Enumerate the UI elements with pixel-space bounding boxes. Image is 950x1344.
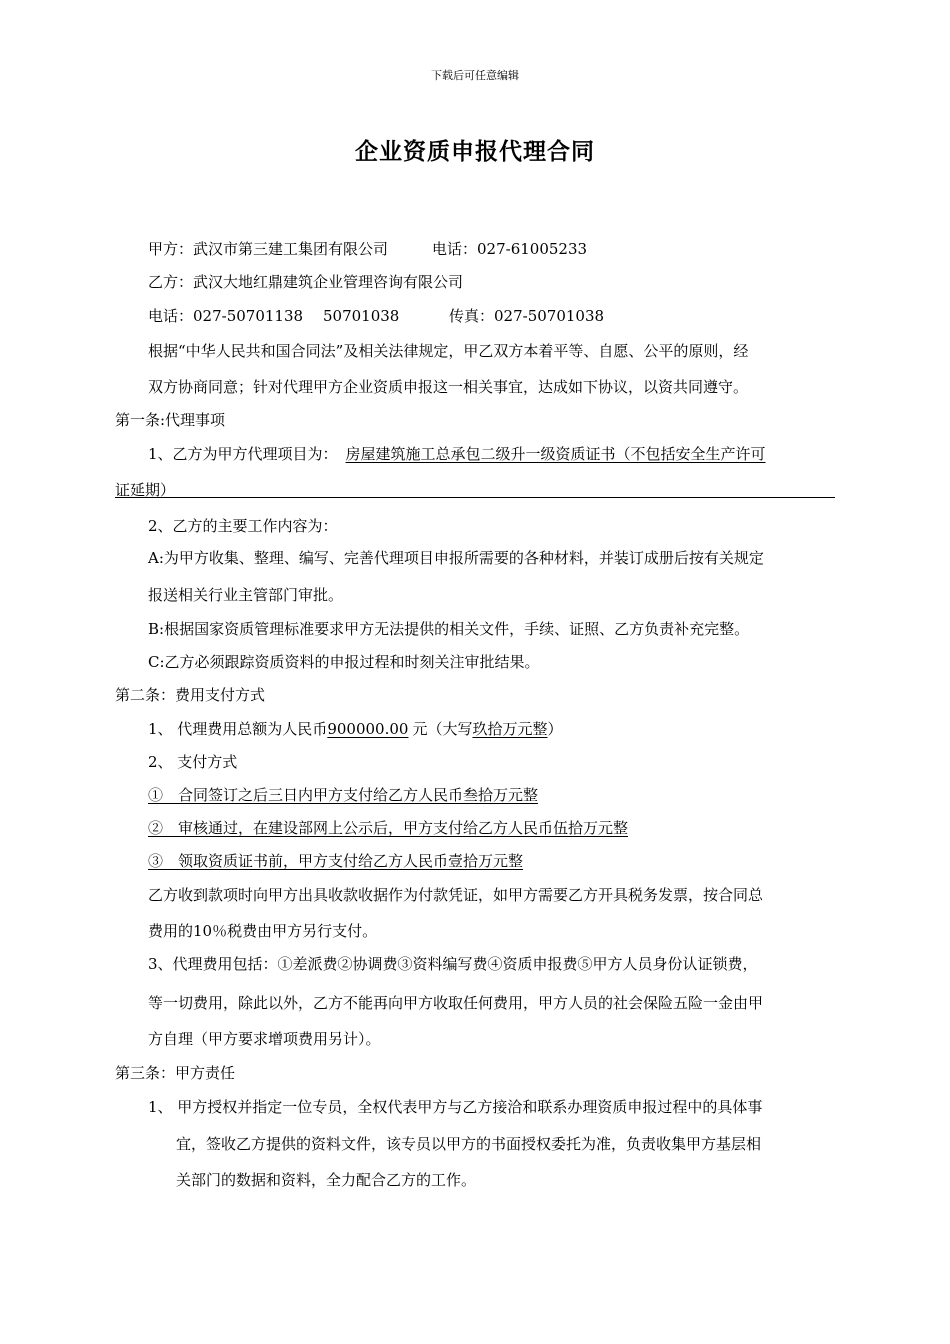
fee-prefix: 1、 代理费用总额为人民币	[148, 720, 328, 738]
fee-mid: 元（大写	[412, 720, 473, 738]
party-a-label: 甲方：	[148, 240, 194, 258]
fee-suffix: ）	[547, 720, 563, 738]
preamble-line-2: 双方协商同意；针对代理甲方企业资质申报这一相关事宜，达成如下协议，以资共同遵守。	[148, 378, 749, 396]
article-3-item-1-line-3: 关部门的数据和资料，全力配合乙方的工作。	[176, 1171, 477, 1189]
preamble-line-1: 根据“中华人民共和国合同法”及相关法律规定，甲乙双方本着平等、自愿、公平的原则，经	[148, 342, 749, 360]
header-note: 下载后可任意编辑	[431, 69, 519, 82]
party-b-name: 武汉大地红鼎建筑企业管理咨询有限公司	[193, 273, 464, 291]
fee-includes-line-1: 3、代理费用包括：①差派费②协调费③资料编写费④资质申报费⑤甲方人员身份认证锁费，	[148, 955, 758, 973]
party-a-phone: 电话：027-61005233	[432, 240, 588, 258]
item-1-prefix: 1、乙方为甲方代理项目为：	[148, 445, 338, 463]
item-1-project: 房屋建筑施工总承包二级升一级资质证书（不包括安全生产许可	[345, 445, 766, 463]
article-3-item-1-line-2: 宜，签收乙方提供的资料文件，该专员以甲方的书面授权委托为准，负责收集甲方基层相	[176, 1135, 762, 1153]
work-a-line-1: A:为甲方收集、整理、编写、完善代理项目申报所需要的各种材料，并装订成册后按有关规定	[148, 549, 764, 567]
work-c-line: C:乙方必须跟踪资质资料的申报过程和时刻关注审批结果。	[148, 653, 540, 671]
payment-step-2: ② 审核通过，在建设部网上公示后，甲方支付给乙方人民币伍拾万元整	[148, 819, 629, 837]
work-a-line-2: 报送相关行业主管部门审批。	[148, 586, 344, 604]
article-1-item-2: 2、乙方的主要工作内容为：	[148, 517, 338, 535]
fee-includes-line-3: 方自理（甲方要求增项费用另计）。	[148, 1030, 381, 1048]
party-b-phone: 电话：027-50701138	[148, 307, 304, 325]
work-b-line: B:根据国家资质管理标准要求甲方无法提供的相关文件，手续、证照、乙方负责补充完整。	[148, 620, 750, 638]
party-b-label: 乙方：	[148, 273, 194, 291]
article-3-item-1-line-1: 1、 甲方授权并指定一位专员，全权代表甲方与乙方接洽和联系办理资质申报过程中的具体事	[148, 1098, 763, 1116]
article-2-heading: 第二条：费用支付方式	[115, 686, 266, 704]
article-2-item-1	[148, 719, 563, 739]
receipt-line-1: 乙方收到款项时向甲方出具收款收据作为付款凭证，如甲方需要乙方开具税务发票，按合同总	[148, 886, 764, 904]
party-b-line	[148, 272, 463, 292]
fee-includes-line-2: 等一切费用，除此以外，乙方不能再向甲方收取任何费用，甲方人员的社会保险五险一金由甲	[148, 994, 764, 1012]
article-3-heading: 第三条：甲方责任	[115, 1064, 236, 1082]
party-a-line	[148, 239, 388, 259]
article-1-heading: 第一条:代理事项	[115, 411, 226, 429]
article-1-item-1	[148, 444, 766, 464]
article-1-item-1-cont: 证延期）	[115, 481, 176, 499]
party-b-fax: 传真：027-50701038	[449, 307, 605, 325]
receipt-line-2: 费用的10％税费由甲方另行支付。	[148, 922, 378, 940]
party-a-name: 武汉市第三建工集团有限公司	[193, 240, 389, 258]
payment-step-3: ③ 领取资质证书前，甲方支付给乙方人民币壹拾万元整	[148, 852, 524, 870]
fee-amount: 900000.00	[327, 720, 409, 738]
underline-rule	[115, 497, 835, 498]
article-2-item-2: 2、 支付方式	[148, 753, 238, 771]
fee-amount-words: 玖拾万元整	[472, 720, 548, 738]
party-b-phone2: 50701038	[323, 307, 400, 325]
payment-step-1: ① 合同签订之后三日内甲方支付给乙方人民币叁拾万元整	[148, 786, 539, 804]
page-title: 企业资质申报代理合同	[355, 138, 595, 165]
